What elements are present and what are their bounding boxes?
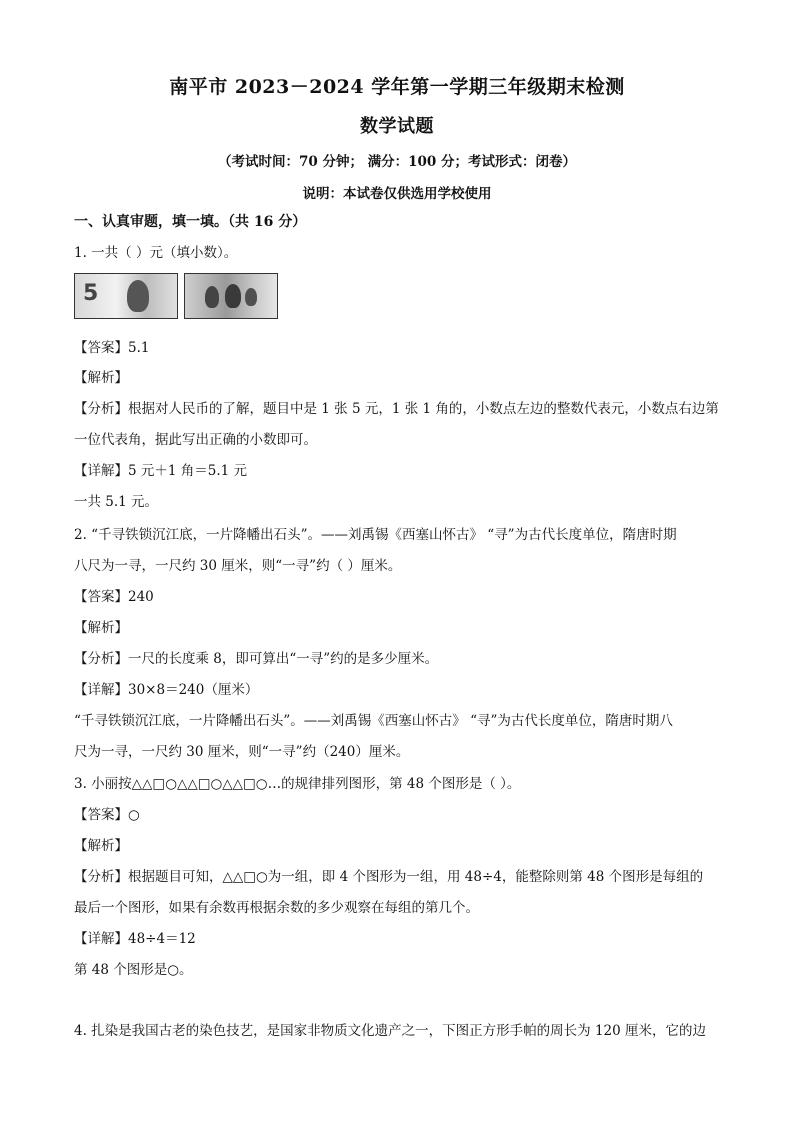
exam-subject: 数学试题 — [360, 116, 434, 137]
q2-text-line: 2. “千寻铁锁沉江底，一片降幡出石头”。——刘禹锡《西塞山怀古》 “寻”为古代长度单位，隋唐时期 — [74, 527, 677, 543]
q2-conclusion-line: “千寻铁锁沉江底，一片降幡出石头”。——刘禹锡《西塞山怀古》 “寻”为古代长度单位，隋唐时期八 — [74, 713, 673, 729]
q1-text: 1. 一共（ ）元（填小数）。 — [74, 245, 238, 261]
exam-note: 说明：本试卷仅供选用学校使用 — [302, 186, 492, 202]
q3-analysis-line: 【分析】根据题目可知，△△□○为一组，即 4 个图形为一组，用 48÷4，能整除则第 48 个图形是每组的 — [74, 869, 704, 885]
q2-answer: 【答案】240 — [74, 589, 154, 605]
q1-detail: 【详解】5 元＋1 角＝5.1 元 — [74, 463, 248, 479]
q2-analysis-tag: 【解析】 — [74, 620, 128, 636]
q1-answer: 【答案】5.1 — [74, 340, 150, 356]
exam-info: （考试时间：70 分钟； 满分：100 分；考试形式：闭卷） — [217, 154, 577, 170]
q1-analysis-tag: 【解析】 — [74, 370, 128, 386]
five-yuan-note — [74, 273, 178, 319]
one-jiao-note — [184, 273, 278, 319]
section-heading: 一、认真审题，填一填。（共 16 分） — [74, 214, 307, 230]
money-image — [74, 273, 304, 325]
q3-text: 3. 小丽按△△□○△△□○△△□○…的规律排列图形，第 48 个图形是（ ）。 — [74, 776, 521, 792]
exam-title: 南平市 2023－2024 学年第一学期三年级期末检测 — [169, 76, 625, 98]
q3-analysis-line: 最后一个图形，如果有余数再根据余数的多少观察在每组的第几个。 — [74, 900, 479, 916]
q1-analysis-line: 【分析】根据对人民币的了解，题目中是 1 张 5 元，1 张 1 角的，小数点左边的整数代表元，小数点右边第 — [74, 401, 719, 417]
bill-value: 5 — [83, 281, 99, 306]
q2-conclusion-line: 尺为一寻，一尺约 30 厘米，则“一寻”约（240）厘米。 — [74, 744, 410, 760]
q2-analysis: 【分析】一尺的长度乘 8，即可算出“一寻”约的是多少厘米。 — [74, 651, 439, 667]
q3-answer: 【答案】○ — [74, 807, 140, 823]
q1-conclusion: 一共 5.1 元。 — [74, 494, 159, 510]
q1-analysis-line: 一位代表角，据此写出正确的小数即可。 — [74, 432, 317, 448]
q3-detail: 【详解】48÷4＝12 — [74, 931, 196, 947]
q2-text-line: 八尺为一寻，一尺约 30 厘米，则“一寻”约（ ）厘米。 — [74, 558, 402, 574]
q2-detail: 【详解】30×8＝240（厘米） — [74, 682, 259, 698]
q4-text: 4. 扎染是我国古老的染色技艺，是国家非物质文化遗产之一，下图正方形手帕的周长为 120 厘米，它的边 — [74, 1023, 707, 1039]
q3-conclusion: 第 48 个图形是○。 — [74, 962, 193, 978]
figure-icon — [245, 288, 257, 306]
q3-analysis-tag: 【解析】 — [74, 838, 128, 854]
figure-icon — [205, 286, 219, 308]
portrait-icon — [127, 280, 149, 312]
figure-icon — [225, 284, 241, 308]
